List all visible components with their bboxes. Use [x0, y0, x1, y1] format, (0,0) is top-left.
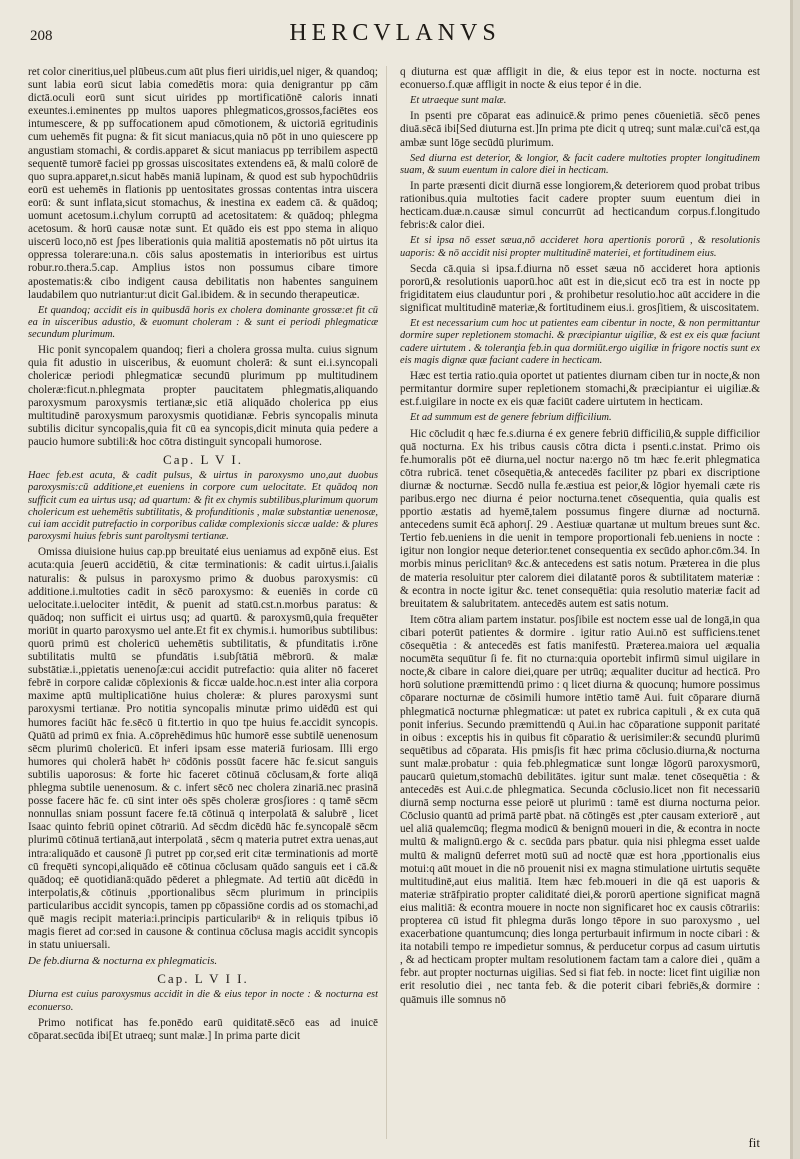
chapter-heading-56: Cap. L V I. [163, 452, 243, 468]
left-paragraph-4: Primo notificat has fe.ponēdo earū quiditatē.sēcō eas ad inuicē cōparat.secūda ibi[Et utraeq; sunt malæ.] In prima parte dicit [28, 1016, 378, 1042]
right-paragraph-2: In psenti pre cōparat eas adinuicē.& primo penes cōuenietiā. sēcō penes diuā.sēcā ibi[Sed diuturna est.]In prima pte dicit q utreq; sunt malæ.cui'cā est,qa ambæ sunt lōge secūdū plurimum. [400, 110, 760, 149]
left-lemma-3: Diurna est cuius paroxysmus accidit in die & eius tepor in nocte : & nocturna est econuerso. [28, 989, 378, 1013]
column-gutter [386, 66, 387, 1139]
right-lemma-5: Et ad summum est de genere febrium difficilium. [410, 412, 612, 424]
right-paragraph-6: Hic cōcludit q hæc fe.s.diurna é ex genere febriū difficiliū,& supple difficilior quā nocturna. Ex his tribus causis cōtra dicta i psenti.c.instat. Primo ois fe.humoralis pōt eē diurna,uel noctur na:ergo nō tm hæc fe.erit phlegmatica cōtra rubricā. tenet cōsequētia,& antecedēs faciliter pz pbari ex discriptione diurnæ & nocturnæ. Secdō nulla fe.æstiua est peior,& lōgior hyemali cæte ris paribus.ergo nec diurna é peior nocturna.tenet cōsequentia, quia qualis est pportio æstatis ad hyemē,talem possumus fingere diurnæ ad nocturnā. antecedens sumit ēcā aphorɩʃ. 29 . Aestiuæ quartanæ ut multum breues sunt &c. Tertio feb.ueniens in die uenit in tempore proportionali feb.ueniens in nocte : igitur non longior neque deterior.tenet consequentia ex secūdo aphor.cōm.34. In morbis minus periclitanꝰ &c.& antecedens est satis notum. Præterea in die plus de materia resoluitur pter calorem diei dilatantē poros & subtilitatem materiæ : & econtra in nocte igitur &c. tenet consequētia: quia resolutio materiæ facit ad breuitatem & salubritatem. antecedēs autem est satis notum. [400, 427, 760, 610]
page-header [18, 14, 772, 54]
left-lemma-1: Et quandoq; accidit eis in quibusdā horis ex cholera dominante grossæ:et fit cū ea in uisceribus adustio, & euomunt choleram : & sunt ei periodi phlegmaticæ secundum plurimum. [28, 304, 378, 341]
chapter-heading-57: Cap. L V I I. [157, 971, 249, 987]
left-paragraph-1: ret color cineritius,uel plūbeus.cum aūt plus fieri uiridis,uel niger, & quandoq; sunt labia eorū sicut labia comedētis mora: quia denigrantur pp cām dictā.oculi eorū sunt sicut uirides pp mortificatiōnē caloris innati exeuntes.i.eminentes pp multos uapores phlegmaticos,grossos,faciētes eos intumescere, & pp suffocationem apud cōmotionem, & uictoriā egritudinis cum uehemēs fit pugna: & fit sicut maniacus,quia nō pōt in uno quiescere pp angustiam stomachi, & cordis.apparet & sicut maniacus pp terribilem aspectū sequentē tumorē faciei pp grossas uiscositates extendens eā, & malū colorē de quo supra.apparet,n.sicut habēs maniā lupinam, & quod est sub hypochūdriis eorū est uehemēs in flationis pp uentositates grossas contentas intra uiscera eorū: & sunt inflata,sicut stomachus, & inestina ex eadem cā. & quādoq; uomunt acetosum.i.chylum corruptū ad acetositatem: & quādoq; phlegma acetosum. & horū causæ notæ sunt. Et quādo eis est ppo stema in aliquo uiscerū loco,nō est ʃpes liberationis quia malitiā apostematis nō pōt uirtus ita oppressa tolerare:una.n. cōis salus apostematis in interioribus est uirtus robur.ro.thera.5.cap. Amplius istos non possumus cibare timore apostematis:& cibo indigent causa debilitatis non habentes sanguinem laudabilem quo nutriantur:ut dicit Gal.ibidem. & in secundo therapeuticæ. [28, 66, 378, 301]
section-heading: De feb.diurna & nocturna ex phlegmaticis. [28, 955, 218, 968]
right-paragraph-1: q diuturna est quæ affligit in die, & eius tepor est in nocte. nocturna est econuerso.f.quæ affligit in nocte & eius tepor é in die. [400, 66, 760, 92]
left-lemma-2: Haec feb.est acuta, & cadit pulsus, & uirtus in paroxysmo uno,aut duobus paroxysmis:cū additione,et eueniens in corpore cum uelocitate. Et quādoq non sufficit cum ea uirtus usq; ad quartum: & fit ex chymis subtilibus,plurimum quorum cholericum est uehemētis subtilitatis, & profunditionis , malæ substantiæ uenenosæ, cui iam accidit putrefactio in corporibus calidæ complexionis siccæ ualde: & plures paroxysmi huius febris sunt paroltysmi tertianæ. [28, 470, 378, 543]
folio-number: 208 [30, 28, 53, 44]
right-column [400, 66, 760, 1139]
right-paragraph-7: Item cōtra aliam partem instatur. posʃibile est noctem esse ual de longā,in qua cibari poterūt patientes & dormire . igitur ratio Aui.nō est sufficiens.tenet cōsequētia : & antecedēs est fatis manifestū. Præterea.maiora uel æqualia nocumēta sequūtur ſi fe. fit no cturna:quia oportebit infirmū simul uigilare in nocte,& cibare in calore diei,quare per utrūq; æqualiter ducitur ad hecticā. Pro horū solutione præmittendū primo : q licet diurna & quocunq; humore possimus cōparare nocturnæ de cōsimili humore intētio tamē Aui. fuit cōparare diurnā phlegmaticā nocturnæ phlegmaticæ: ut patet ex rubrica capituli , & ex cuta quā ponit inferius. Secundo præmittendū q Aui.in hac cōparatione supponit paritaté in oibus : exceptis his in quibus fit cōparatio & uerisimiler:& secundū plurimū sequētibus ad cōparata. His pmisʃis fit hæc prima cōclusio.diurna,& nocturna sunt malæ.probatur : quia feb.phlegmaticæ sunt longæ lōgorū paroxysmorū, paucarū quietum,stomachū debilitātes. igitur sunt malæ. tenet cōsequētia : & antecedēs est Aui.c.de phlegmatica. Secunda cōclusio.licet non fit necessariū diurnā semp nocturna esse peiorē ut plurimū : tamē est diurna nocturna peior. Cōclusio quantū ad primā partē pbat. nā cōtingēs est ,pter causam exteriorē , aut uel aliā qualemcūq; flegma modicū & benignū moueri in die, & econtra in nocte multū & malignū.ergo & c. secūda pars pbatur. quia nisi phlegma esset ualde multū & malignū deferret motū suū ad noctē quæ est hora ,pportionalis eius motui:q aūt mouet in die nō prouenit nisi ex magna stimulatione uirtutis sequēte multitudinē,aut eius malitiā. Item hæc feb.moueri in die qā est uaporis & materiæ strāfpiratio propter caliditaté diei,& pororū apertione significat magnā eius malitiā: & econtra mouere in nocte non significaret hoc ex causis cōtrariis: propterea cū istud fit phlegma durās longo tēpore in suo paroxysmo , uel exacerbatione quantumcunq; dies longa perturbauit infirmum in nocte cibari : & ita notabili tempo re impedietur somnus, & perducetur corpus ad casum uirtutis , & ad hecticam propter multam resolutionem factam tam a calore diei , quām a febr. aut propter nocturnas uigilias. Sed si fiat feb. in nocte: licet fint uigiliæ non erit resolutio diei , nec tanta feb. & die poterit cibari febriēs,& dormire : quāmuis ille somnus nō [400, 613, 760, 1006]
left-column [28, 66, 378, 1139]
catchword: fit [748, 1135, 760, 1150]
right-paragraph-4: Secda cā.quia si ipsa.f.diurna nō esset sæua nō accideret hora aptionis pororū,& resolutionis uaporū.hoc aūt est in die,sicut ecō tra est in nocte pp frigiditatem eius clauduntur pori , & prohibetur resolutio.hoc aūt accidere in die significat multitudinē materiæ,& fortitudinem eius.i. grosʃitiem, & uiscositatem. [400, 262, 760, 315]
right-lemma-3: Et si ipsa nō esset sæua,nō accideret hora apertionis pororū , & resolutionis uaporis: & nō accidit nisi propter multitudinē materiei, et fortitudinem eius. [400, 235, 760, 259]
right-lemma-1: Et utraeque sunt malæ. [410, 95, 507, 107]
left-paragraph-2: Hic ponit syncopalem quandoq; fieri a cholera grossa multa. cuius signum quia fit adustio in uisceribus, & euomunt cholerā: & sunt ei.i.syncopali cholericæ periodi phlegmaticæ secundū plurimum pp multitudinem choleræ:ficut.n.phlegmata propter paucitatem phlegmatis,aliquando paroxysmum paroxysmis tertianæ,sic etiā aliquādo cholerica pp eius multitudinē paroxysmum paroxysmis quotidianæ. Febris syncopalis minuta subtilis dicitur syncopalis,quia fit cū ea syncopis,dicit minuta quia pedere a paucio humore subtili:& hoc cōtra distinguit syncopali humorose. [28, 344, 378, 448]
left-paragraph-3: Omissa diuisione huius cap.pp breuitaté eius ueniamus ad expōnē eius. Est acuta:quia ʃeuerū accidētiū, & citæ terminationis: & cadit uirtus.i.ʃaialis naturalis: & pulsus in paroxysmo primo & duobus paroxysmis: cū additione.i.multoties cadit in sēcō paroxysmo: & eueniēs in corde cū uelocitate.i.uelociter intēdit, & puenit ad statū.cst.n.morbus paratus: & quādoq; non sufficit ei uirtus usq; ad quartū. & paroxysmū,quia frequēter moriūt in quarto paroxysmo uel ante.Et fit ex chymis.i. humoribus subtilibus: quorū primū est cholericū uehemētis subtilitatis, & pfunditatis i.rōne subtilitatis multū se pfundātis i.subʃtātiā mēbrorū. & malæ substātiæ.i.,ppietatis uenenoʃæ:cui accidit putrefactio: quia aliter nō faceret febrē in corpore calidæ cōplexionis & ficcæ ualde.hoc.n.est inter alia corpora maxime aptū multiplicatiōne huius choleræ: & plures paroxysmi sunt paroxysmi tertianæ. Pro notitia syncopalis minutæ primo uidēdū est qui humores faciūt hāc fe.sēcō ū fit.tertio in quo tpe huius fe.accidit syncopis. Quātū ad primū ex fnia. A.cōprehēdimus hūc humorē esse subtilē uenenosum sēcm plurimū cholericū. Et inferi ipsam esse materiā furiosam. Illi ergo humores qui cholerā habēt hᵃ cōdōnis possūt facere hāc fe.sicut sanguis subtilis uaporosus: & forte hic faceret cōtinuā cōclusam,& forte aliqā phlegma subtile uenenosum. & c. infert sēcō nec cholera zinariā.nec prasinā posse facere hāc fe. cū sint inter oēs spēs choleræ grosʃiores : q tamē sēcm nonnullas sniam possunt facere fe.tā cōtinuā q interpolatā & salubrē , licet Isaac quinto febriū opinet cōtrariū. Ad sēcdm dicēdū hāc fe.syncopalē sēcm plurimū cōtinuā tertianā,aut interpolatā , sēcm q materia putret extra uenas,aut intra:aliquādo et causonē ʃi putret pp cor,sed erit citæ terminationis ad mortē cū frequēti syncopi,aliquādo eē cōtinua cōclusam quādo sanguis eet i cā.& quādoq; eē quotidianā:quādo pēderet a phlegmate. Ad tertiū aūt dicēdū in interpolatis,& cōtinuis ,pportionalibus sēcm plurimum in principiis particularibus accidit syncopis, tamen pp cōpassiōne cordis ad os stomachi,ad quē magis recipit materia:i.principis particularibᵘ & in reliquis tpibus iō magis fieret ad cor:sed in causone & continua cōclusa magis accidit syncopis in statu uniuersali. [28, 546, 378, 952]
right-paragraph-3: In parte præsenti dicit diurnā esse longiorem,& deteriorem quod probat tribus rationibus.quia multoties facit cadere propter suum euentum diei in hecticam.duæ.n.causæ simul concurrūt ad hecticandum corpus.f.longitudo febris:& calor diei. [400, 180, 760, 232]
right-lemma-4: Et est necessarium cum hoc ut patientes eam cibentur in nocte, & non permittantur dormire super repletionem stomachi. & præcipiantur uigiliæ, & est ex eis quæ faciunt cadere uirtutem . & toleranţia feb.in qua dormiūt.ergo uigiliæ in frigore noctis sunt ex eis magis dignæ quæ faciant cadere in hecticam. [400, 318, 760, 366]
right-paragraph-5: Hæc est tertia ratio.quia oportet ut patientes diurnam ciben tur in nocte,& non permitantur dormire super repletionem stomachi,& præcipiantur ei uigiliæ.& est.f.uigilare in nocte ex eis quæ faciūt cadere uirtutem in hecticam. [400, 370, 760, 409]
running-title: HERCVLANVS [289, 20, 501, 46]
right-lemma-2: Sed diurna est deterior, & longior, & facit cadere multoties propter longitudinem suam, & suum euentum in calore diei in hecticam. [400, 152, 760, 176]
